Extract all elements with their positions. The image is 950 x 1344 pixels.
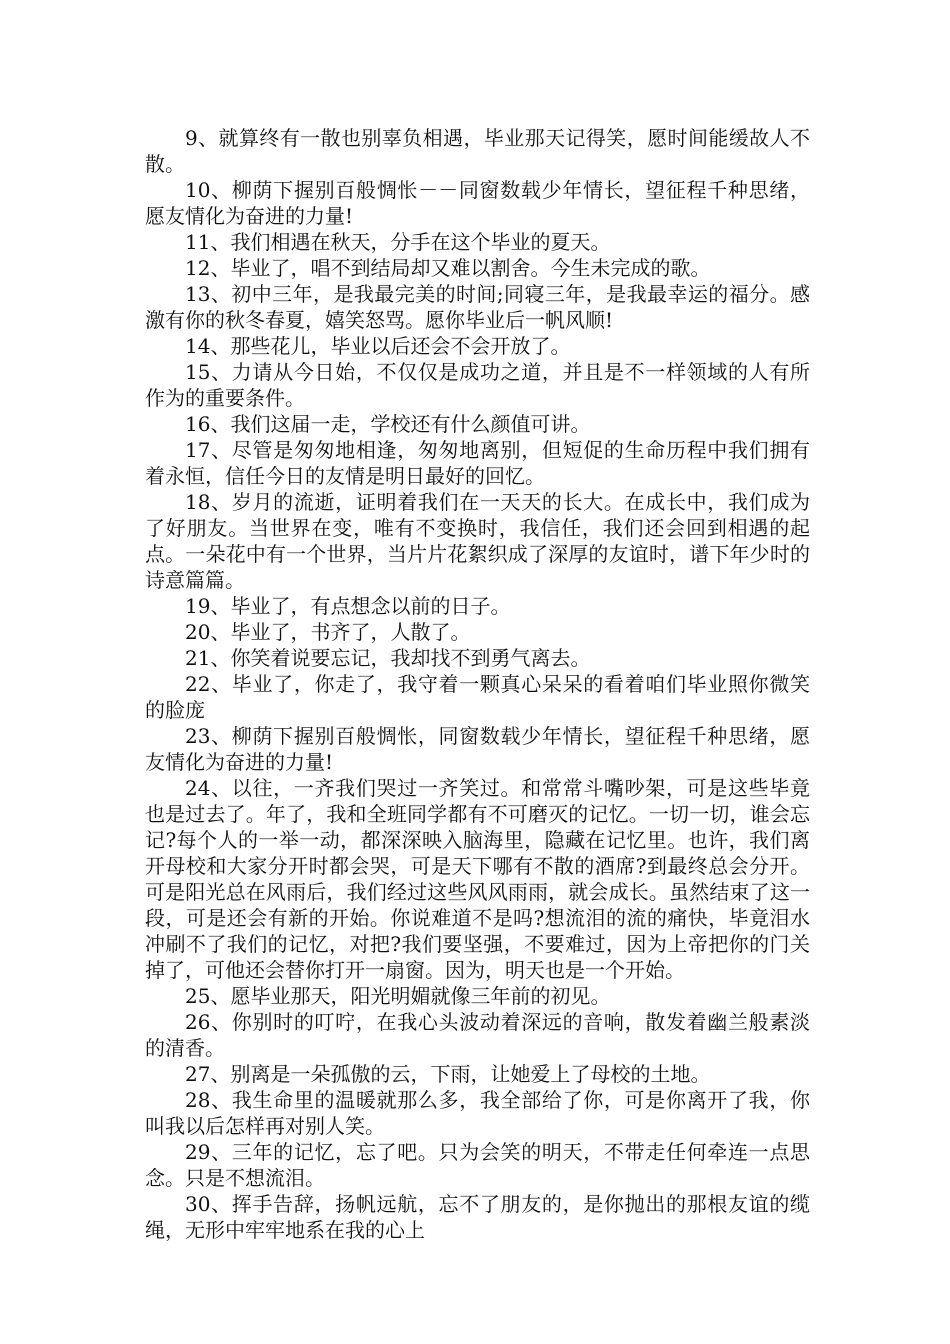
- paragraph-30: 30、挥手告辞，扬帆远航，忘不了朋友的，是你抛出的那根友谊的缆绳，无形中牢牢地系在我的心上: [145, 1192, 810, 1242]
- paragraph-14: 14、那些花儿，毕业以后还会不会开放了。: [185, 334, 571, 358]
- paragraph-22: 22、毕业了，你走了，我守着一颗真心呆呆的看着咱们毕业照你微笑的脸庞: [145, 672, 810, 722]
- paragraph-18: 18、岁月的流逝，证明着我们在一天天的长大。在成长中，我们成为了好朋友。当世界在变，唯有不变换时，我信任，我们还会回到相遇的起点。一朵花中有一个世界，当片片花絮织成了深厚的友谊时，谱下年少时的诗意篇篇。: [145, 490, 810, 592]
- paragraph-10: 10、柳荫下握别百般惆怅－－同窗数载少年情长，望征程千种思绪，愿友情化为奋进的力量!: [145, 178, 810, 228]
- paragraph-20: 20、毕业了，书齐了，人散了。: [185, 620, 471, 644]
- paragraph-25: 25、愿毕业那天，阳光明媚就像三年前的初见。: [185, 984, 611, 1008]
- paragraph-9: 9、就算终有一散也别辜负相遇，毕业那天记得笑，愿时间能缓故人不散。: [145, 126, 810, 176]
- paragraph-17: 17、尽管是匆匆地相逢，匆匆地离别，但短促的生命历程中我们拥有着永恒，信任今日的友情是明日最好的回忆。: [145, 438, 810, 488]
- document-body: [145, 125, 810, 1243]
- paragraph-27: 27、别离是一朵孤傲的云，下雨，让她爱上了母校的土地。: [185, 1062, 711, 1086]
- paragraph-12: 12、毕业了，唱不到结局却又难以割舍。今生未完成的歌。: [185, 256, 711, 280]
- paragraph-23: 23、柳荫下握别百般惆怅，同窗数载少年情长，望征程千种思绪，愿友情化为奋进的力量!: [145, 724, 810, 774]
- paragraph-11: 11、我们相遇在秋天，分手在这个毕业的夏天。: [185, 230, 611, 254]
- paragraph-15: 15、力请从今日始，不仅仅是成功之道，并且是不一样领域的人有所作为的重要条件。: [145, 360, 810, 410]
- paragraph-21: 21、你笑着说要忘记，我却找不到勇气离去。: [185, 646, 591, 670]
- paragraph-24: 24、以往，一齐我们哭过一齐笑过。和常常斗嘴吵架，可是这些毕竟也是过去了。年了，我和全班同学都有不可磨灭的记忆。一切一切，谁会忘记?每个人的一举一动，都深深映入脑海里，隐藏在记忆里。也许，我们离开母校和大家分开时都会哭，可是天下哪有不散的酒席?到最终总会分开。可是阳光总在风雨后，我们经过这些风风雨雨，就会成长。虽然结束了这一段，可是还会有新的开始。你说难道不是吗?想流泪的流的痛快，毕竟泪水冲刷不了我们的记忆，对把?我们要坚强，不要难过，因为上帝把你的门关掉了，可他还会替你打开一扇窗。因为，明天也是一个开始。: [145, 776, 810, 982]
- paragraph-13: 13、初中三年，是我最完美的时间;同寝三年，是我最幸运的福分。感激有你的秋冬春夏，嬉笑怒骂。愿你毕业后一帆风顺!: [145, 282, 810, 332]
- paragraph-19: 19、毕业了，有点想念以前的日子。: [185, 594, 511, 618]
- paragraph-28: 28、我生命里的温暖就那么多，我全部给了你，可是你离开了我，你叫我以后怎样再对别人笑。: [145, 1088, 810, 1138]
- paragraph-29: 29、三年的记忆，忘了吧。只为会笑的明天，不带走任何牵连一点思念。只是不想流泪。: [145, 1140, 810, 1190]
- paragraph-16: 16、我们这届一走，学校还有什么颜值可讲。: [185, 412, 591, 436]
- paragraph-26: 26、你别时的叮咛，在我心头波动着深远的音响，散发着幽兰般素淡的清香。: [145, 1010, 810, 1060]
